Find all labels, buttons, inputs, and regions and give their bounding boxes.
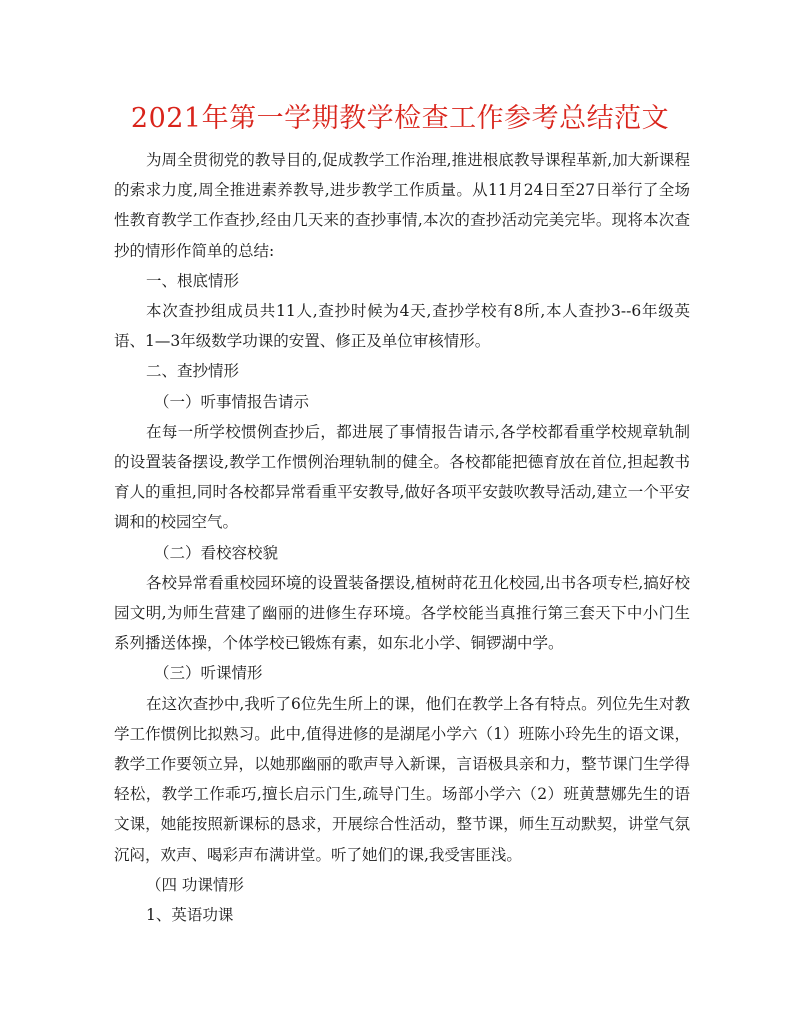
section-heading-basic: 一、根底情形 xyxy=(146,271,240,290)
document-body xyxy=(114,145,690,930)
homework-item-english: 1、英语功课 xyxy=(146,906,234,925)
subsection-heading-report: （一）听事情报告请示 xyxy=(154,392,310,411)
document-title: 2021年第一学期教学检查工作参考总结范文 xyxy=(130,103,670,134)
subsection-heading-campus: （二）看校容校貌 xyxy=(154,543,279,562)
section-heading-check: 二、查抄情形 xyxy=(146,362,240,381)
campus-paragraph: 各校异常看重校园环境的设置装备摆设,植树莳花丑化校园,出书各项专栏,搞好校园文明,为师生营建了幽丽的进修生存环境。各学校能当真推行第三套天下中小门生系列播送体操，个体学校已锻炼有素，如东北小学、铜锣湖中学。 xyxy=(114,573,690,653)
subsection-heading-lessons: （三）听课情形 xyxy=(154,664,263,683)
lessons-paragraph: 在这次查抄中,我听了6位先生所上的课，他们在教学上各有特点。列位先生对教学工作惯例比拟熟习。此中,值得进修的是湖尾小学六（1）班陈小玲先生的语文课，教学工作要领立异，以她那幽丽的歌声导入新课，言语极具亲和力，整节课门生学得轻松，教学工作乖巧,擅长启示门生,疏导门生。场部小学六（2）班黄慧娜先生的语文课，她能按照新课标的恳求，开展综合性活动，整节课，师生互动默契，讲堂气氛沉闷，欢声、喝彩声布满讲堂。听了她们的课,我受害匪浅。 xyxy=(114,694,690,864)
basic-paragraph: 本次查抄组成员共11人,查抄时候为4天,查抄学校有8所,本人查抄3--6年级英语、1—3年级数学功课的安置、修正及单位审核情形。 xyxy=(114,302,690,351)
intro-paragraph: 为周全贯彻党的教导目的,促成教学工作治理,推进根底教导课程革新,加大新课程的索求力度,周全推进素养教导,进步教学工作质量。从11月24日至27日举行了全场性教育教学工作查抄,经由几天来的查抄事情,本次的查抄活动完美完毕。现将本次查抄的情形作简单的总结: xyxy=(114,151,690,260)
report-paragraph: 在每一所学校惯例查抄后，都进展了事情报告请示,各学校都看重学校规章轨制的设置装备摆设,教学工作惯例治理轨制的健全。各校都能把德育放在首位,担起教书育人的重担,同时各校都异常看重平安教导,做好各项平安鼓吹教导活动,建立一个平安调和的校园空气。 xyxy=(114,422,690,532)
subsection-heading-homework: （四 功课情形 xyxy=(146,875,244,894)
